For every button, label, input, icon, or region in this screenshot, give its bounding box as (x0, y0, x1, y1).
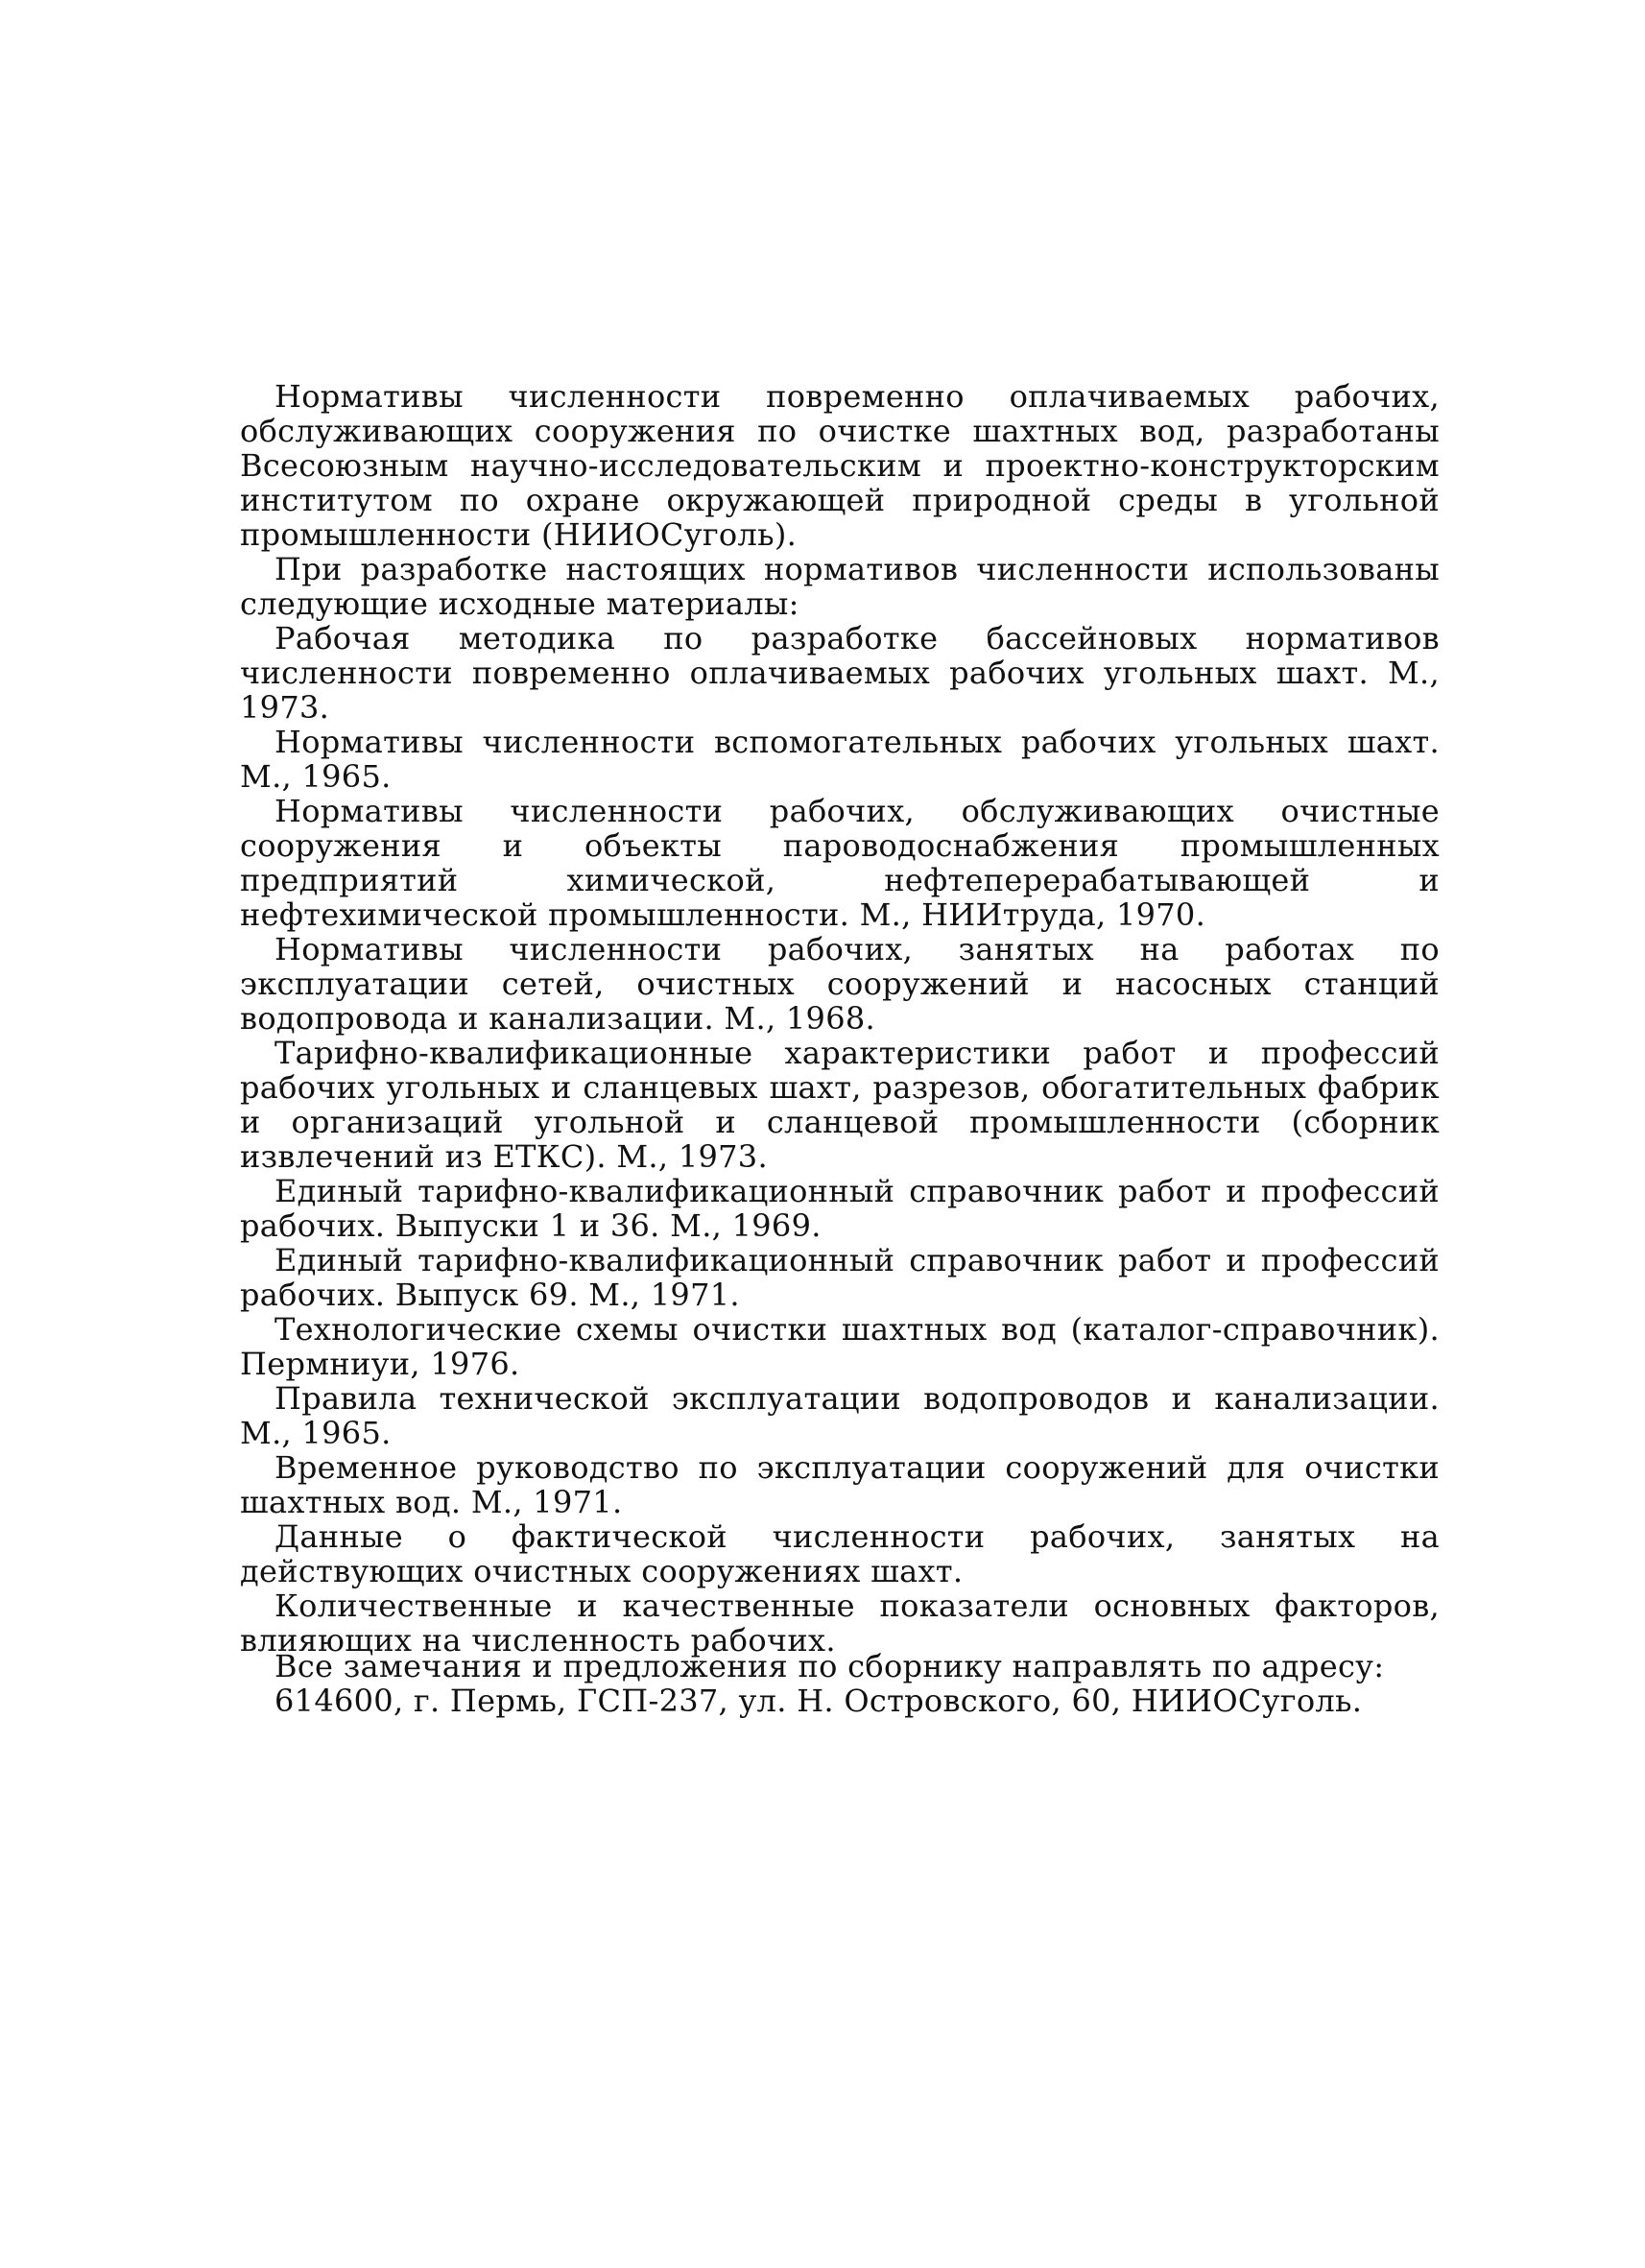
source-item: Рабочая методика по разработке бассейновых нормативов численности повременно оплачиваемых рабочих угольных шахт. М., 1973. (240, 620, 1440, 726)
materials-intro-paragraph: При разработке настоящих нормативов численности использованы следующие исходные материалы: (240, 551, 1440, 622)
source-item: Технологические схемы очистки шахтных вод (каталог-справочник). Пермниуи, 1976. (240, 1311, 1440, 1382)
address-block (240, 1649, 1440, 1718)
source-item: Единый тарифно-квалификационный справочник работ и профессий рабочих. Выпуск 69. М., 1971. (240, 1242, 1440, 1313)
source-item: Правила технической эксплуатации водопроводов и канализации. М., 1965. (240, 1380, 1440, 1451)
source-item: Тарифно-квалификационные характеристики работ и профессий рабочих угольных и сланцевых шахт, разрезов, обогатительных фабрик и организаций угольной и сланцевой промышленности (сборник извлечений из ЕТКС). М., 1973. (240, 1035, 1440, 1175)
source-item: Нормативы численности рабочих, обслуживающих очистные сооружения и объекты пароводоснабжения промышленных предприятий химической, нефтеперерабатывающей и нефтехимической промышленности. М., НИИтруда, 1970. (240, 793, 1440, 933)
source-item: Нормативы численности рабочих, занятых на работах по эксплуатации сетей, очистных сооружений и насосных станций водопровода и канализации. М., 1968. (240, 931, 1440, 1037)
source-item: Единый тарифно-квалификационный справочник работ и профессий рабочих. Выпуски 1 и 36. М., 1969. (240, 1173, 1440, 1244)
source-item: Нормативы численности вспомогательных рабочих угольных шахт. М., 1965. (240, 724, 1440, 795)
source-item: Временное руководство по эксплуатации сооружений для очистки шахтных вод. М., 1971. (240, 1449, 1440, 1520)
intro-paragraph: Нормативы численности повременно оплачиваемых рабочих, обслуживающих сооружения по очистке шахтных вод, разработаны Всесоюзным научно-исследовательским и проектно-конструкторским институтом по охране окружающей природной среды в угольной промышленности (НИИОСуголь). (240, 378, 1440, 553)
source-item: Количественные и качественные показатели основных факторов, влияющих на численность рабочих. (240, 1588, 1440, 1659)
document-body (240, 379, 1440, 1658)
source-item: Данные о фактической численности рабочих, занятых на действующих очистных сооружениях шахт. (240, 1518, 1440, 1589)
postal-address: 614600, г. Пермь, ГСП-237, ул. Н. Островского, 60, НИИОСуголь. (274, 1683, 1363, 1719)
address-intro: Все замечания и предложения по сборнику направлять по адресу: (274, 1648, 1385, 1684)
